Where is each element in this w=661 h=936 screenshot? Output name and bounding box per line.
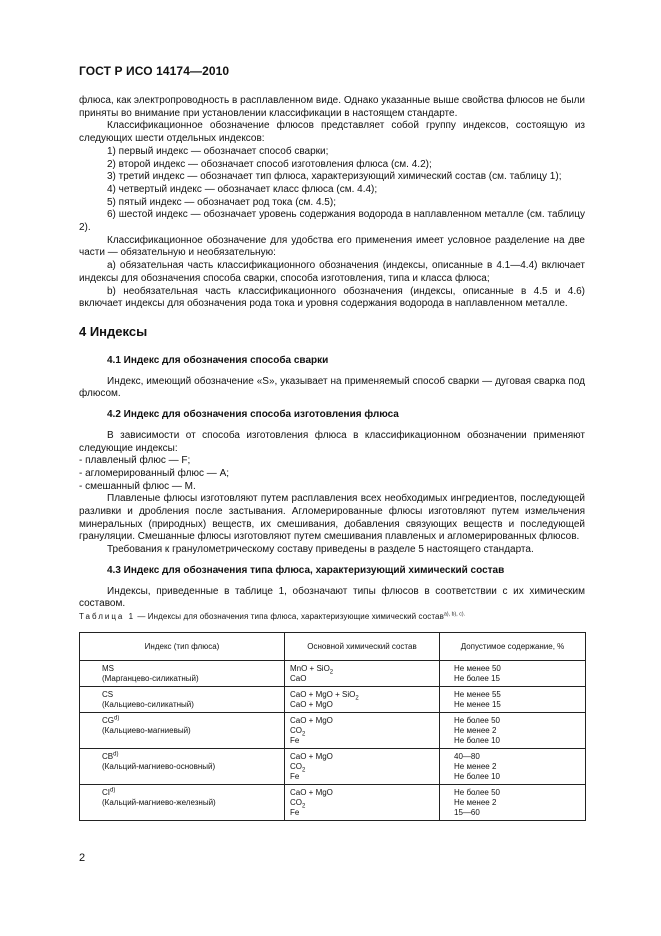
footnote-marker: d) [114, 715, 120, 722]
table-header-row [80, 633, 586, 661]
content-cell [440, 713, 586, 749]
list-item: 5) пятый индекс — обозначает род тока (см. 4.5); [107, 196, 336, 208]
composition-line: CaO + MgO [290, 700, 333, 709]
list-item: - смешанный флюс — М. [79, 480, 196, 492]
subsection-4-3-title: 4.3 Индекс для обозначения типа флюса, характеризующий химический состав [107, 564, 505, 576]
flux-name: (Кальций-магниево-железный) [102, 798, 216, 807]
list-item: 3) третий индекс — обозначает тип флюса, характеризующий химический состав (см. таблицу 1); [107, 171, 562, 183]
content-value: 40—80 [454, 752, 480, 761]
composition-line: CaO [290, 674, 307, 683]
composition-line: CaO + MgO [290, 752, 333, 761]
table-row [80, 661, 586, 687]
section-4-body [79, 355, 585, 611]
content-value: Не более 50 [454, 788, 500, 797]
intro-paragraph-3: Классификационное обозначение для удобства его применения имеет условное разделение на две части — обязательную и необязательную: [79, 234, 585, 259]
composition-cell: CaO + MgO + SiO$_2$ CaO + MgO [285, 687, 440, 713]
flux-type-cell [80, 785, 285, 821]
subsection-4-1-title: 4.1 Индекс для обозначения способа сварки [107, 355, 329, 366]
subsection-4-3-text: Индексы, приведенные в таблице 1, обозначают типы флюсов в соответствии с их химическим составом. [79, 585, 585, 610]
subsection-4-2-text: В зависимости от способа изготовления флюса в классификационном обозначении применяют следующие индексы: [79, 429, 585, 454]
subsection-4-1-text: Индекс, имеющий обозначение «S», указывает на применяемый способ сварки — дуговая сварка под флюсом. [79, 375, 585, 400]
intro-text [79, 95, 585, 311]
composition-cell: CaO + MgO $CO_2$ Fe [285, 713, 440, 749]
composition-cell: MnO + SiO$_2$ CaO [285, 661, 440, 687]
intro-paragraph-2: Классификационное обозначение флюсов представляет собой группу индексов, состоящую из следующих шести отдельных индексов: [79, 120, 585, 145]
composition-cell: CaO + MgO $CO_2$ Fe [285, 749, 440, 785]
content-value: Не менее 2 [454, 762, 497, 771]
footnote-marker: d) [113, 751, 119, 758]
flux-type-cell [80, 687, 285, 713]
flux-name: (Кальций-магниево-основный) [102, 762, 216, 771]
content-cell [440, 785, 586, 821]
content-value: Не более 15 [454, 674, 500, 683]
composition-line: Fe [290, 808, 300, 817]
composition-line: Fe [290, 736, 300, 745]
content-cell [440, 661, 586, 687]
content-cell [440, 749, 586, 785]
table-row [80, 713, 586, 749]
composition-line: CO [290, 762, 302, 771]
flux-type-cell [80, 713, 285, 749]
list-item: 2) второй индекс — обозначает способ изготовления флюса (см. 4.2); [107, 158, 432, 170]
flux-name: (Кальциево-магниевый) [102, 726, 191, 735]
flux-type-cell [80, 661, 285, 687]
flux-code: CB [102, 752, 114, 761]
column-header-content: Допустимое содержание, % [440, 633, 586, 661]
composition-cell: CaO + MgO $CO_2$ Fe [285, 785, 440, 821]
content-value: Не менее 2 [454, 726, 497, 735]
list-item: 6) шестой индекс — обозначает уровень содержания водорода в наплавленном металле (см. таблицу 2). [79, 209, 585, 234]
table-caption-text: — Индексы для обозначения типа флюса, характеризующие химический состав [135, 612, 444, 621]
composition-line: CaO + MgO [290, 716, 333, 725]
flux-code: CG [102, 716, 114, 725]
content-value: Не более 50 [454, 716, 500, 725]
composition-line: CaO + MgO [290, 788, 333, 797]
page-number: 2 [79, 852, 86, 864]
column-header-index: Индекс (тип флюса) [80, 633, 285, 661]
composition-line: Fe [290, 772, 300, 781]
flux-name: (Марганцево-силикатный) [102, 674, 199, 683]
content-value: Не менее 55 [454, 690, 501, 699]
list-item: - плавленый флюс — F; [79, 455, 191, 467]
table-1 [79, 632, 586, 821]
composition-line: CO [290, 726, 302, 735]
flux-code: CI [102, 788, 110, 797]
subsection-4-2-title: 4.2 Индекс для обозначения способа изготовления флюса [107, 409, 399, 421]
footnote-marker: d) [110, 787, 116, 794]
composition-line: CaO + MgO + SiO [290, 690, 356, 699]
intro-paragraph-1: флюса, как электропроводность в расплавленном виде. Однако указанные выше свойства флюсов не были приняты во внимание при установлении классификации в настоящем стандарте. [79, 95, 585, 119]
content-value: Не более 10 [454, 772, 500, 781]
intro-item-a: а) обязательная часть классификационного обозначения (индексы, описанные в 4.1—4.4) включает индексы для обозначения способа сварки, способа изготовления, типа и класса флюса; [79, 260, 585, 284]
content-cell [440, 687, 586, 713]
table-caption-notes: a), b), c). [443, 611, 466, 618]
subsection-4-2-paragraph-2: Плавленые флюсы изготовляют путем расплавления всех необходимых ингредиентов, последующей разливки и дробления после застывания. Агломерированные флюсы изготовляют путем измельчения минеральных (природных) веществ, их смешивания, добавления связующих веществ и последующей грануляции. Смешанные флюсы изготовляют путем смешивания плавленых и агломерированных флюсов. [79, 493, 585, 543]
content-value: 15—60 [454, 808, 480, 817]
content-value: Не менее 50 [454, 664, 501, 673]
table-row [80, 749, 586, 785]
table-row [80, 785, 586, 821]
table-caption-label: Таблица 1 [79, 612, 136, 621]
flux-code: CS [102, 690, 114, 699]
intro-item-b: b) необязательная часть классификационного обозначения (индексы, описанные в 4.5 и 4.6) включает индексы для обозначения рода тока и уровня содержания водорода в наплавленном металле. [79, 285, 585, 310]
flux-type-cell [80, 749, 285, 785]
subsection-4-2-paragraph-3: Требования к гранулометрическому составу приведены в разделе 5 настоящего стандарта. [107, 544, 534, 556]
flux-name: (Кальциево-силикатный) [102, 700, 194, 709]
table-1-caption [79, 612, 465, 621]
table-row [80, 687, 586, 713]
list-item: 4) четвертый индекс — обозначает класс флюса (см. 4.4); [107, 183, 378, 195]
list-item: - агломерированный флюс — А; [79, 467, 230, 479]
flux-code: MS [102, 664, 114, 673]
column-header-composition: Основной химический состав [285, 633, 440, 661]
composition-line: CO [290, 798, 302, 807]
content-value: Не менее 2 [454, 798, 497, 807]
content-value: Не менее 15 [454, 700, 501, 709]
list-item: 1) первый индекс — обозначает способ сварки; [107, 145, 329, 157]
section-4-title: 4 Индексы [79, 324, 148, 339]
document-header: ГОСТ Р ИСО 14174—2010 [79, 64, 230, 78]
content-value: Не более 10 [454, 736, 500, 745]
composition-line: MnO + SiO [290, 664, 330, 673]
